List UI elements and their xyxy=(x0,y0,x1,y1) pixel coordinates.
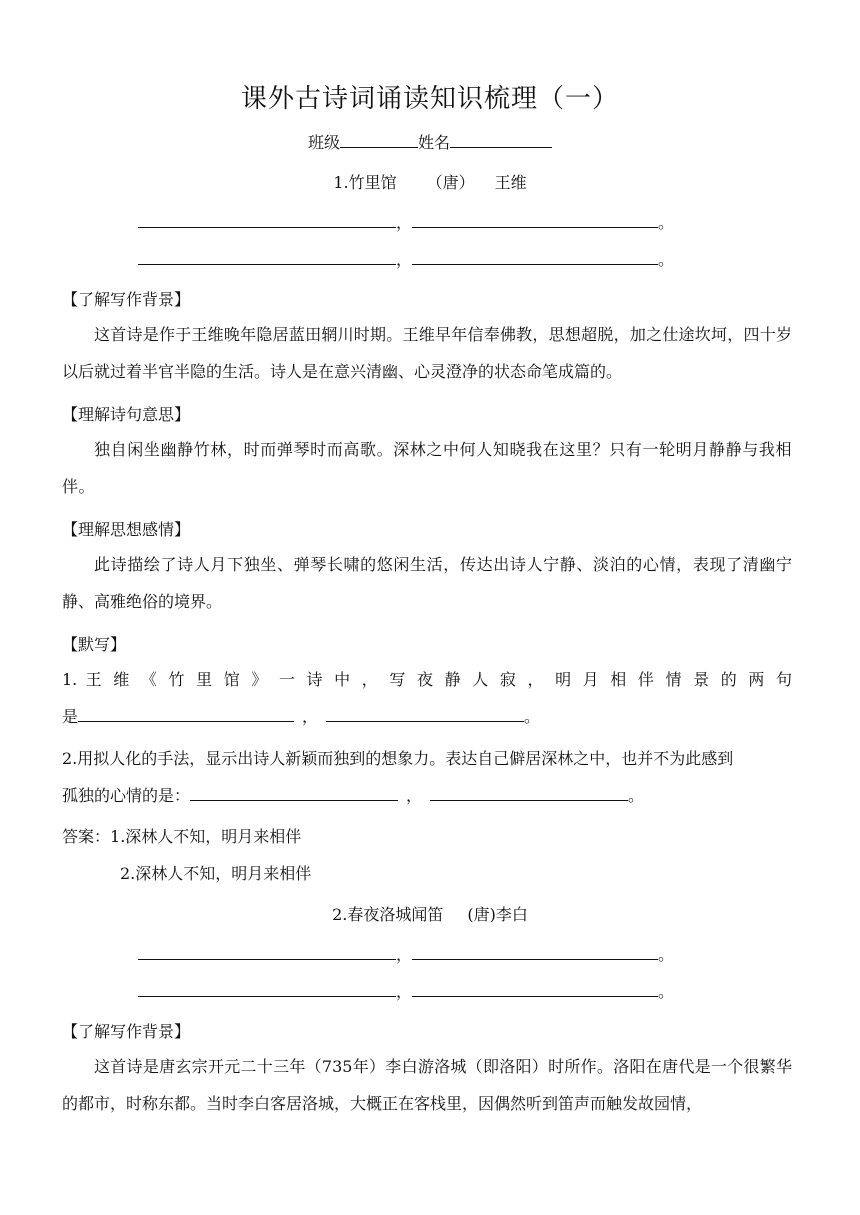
page-title: 课外古诗词诵读知识梳理（一） xyxy=(240,84,619,114)
poem1-heading xyxy=(0,170,860,193)
poem1-title: 1.竹里馆 xyxy=(333,173,397,192)
q2-blank-2[interactable] xyxy=(430,784,628,801)
class-label: 班级 xyxy=(307,133,340,152)
q2-blank-1[interactable] xyxy=(190,784,398,801)
question-2 xyxy=(62,740,792,814)
poem1-row-1 xyxy=(138,204,698,241)
question-1-line-2 xyxy=(62,698,792,735)
answer-label: 答案： xyxy=(62,827,111,846)
section-background-2: 【了解写作背景】 xyxy=(62,1022,191,1041)
class-name-line xyxy=(0,130,860,153)
poem1-row-2 xyxy=(138,241,698,278)
poem2-blank-1[interactable] xyxy=(138,945,396,960)
q1-blank-1[interactable] xyxy=(78,705,294,722)
comma: ， xyxy=(396,213,413,232)
comma: ， xyxy=(302,707,319,726)
question-1-prefix: 是 xyxy=(62,707,79,726)
background-paragraph-1: 这首诗是作于王维晚年隐居蓝田辋川时期。王维早年信奉佛教，思想超脱，加之仕途坎坷，四十岁以后就过着半官半隐的生活。诗人是在意兴清幽、心灵澄净的状态命笔成篇的。 xyxy=(62,325,792,381)
name-blank[interactable] xyxy=(450,131,552,148)
poem1-author: 王维 xyxy=(494,173,527,192)
poem1-blanks xyxy=(138,204,698,278)
background-paragraph-2: 这首诗是唐玄宗开元二十三年（735年）李白游洛城（即洛阳）时所作。洛阳在唐代是一个很繁华的都市，时称东都。当时李白客居洛城，大概正在客栈里，因偶然听到笛声而触发故园情， xyxy=(62,1057,792,1113)
class-blank[interactable] xyxy=(340,131,418,148)
period: 。 xyxy=(524,707,541,726)
emotion-paragraph: 此诗描绘了诗人月下独坐、弹琴长啸的悠闲生活，传达出诗人宁静、淡泊的心情，表现了清幽宁静、高雅绝俗的境界。 xyxy=(62,555,792,611)
section-dictation: 【默写】 xyxy=(62,635,127,654)
poem2-heading xyxy=(0,902,860,925)
section-meaning: 【理解诗句意思】 xyxy=(62,405,191,424)
comma: ， xyxy=(396,945,413,964)
poem2-title: 2.春夜洛城闻笛 xyxy=(332,905,444,924)
meaning-paragraph: 独自闲坐幽静竹林，时而弹琴时而高歌。深林之中何人知晓我在这里？只有一轮明月静静与我相伴。 xyxy=(62,440,792,496)
answer-line-1 xyxy=(62,818,792,855)
poem2-blanks xyxy=(138,936,698,1010)
question-1-line-1: 1. 王 维 《 竹 里 馆 》 一 诗 中 ， 写 夜 静 人 寂 ， 明 月 相 伴 情 景 的 两 句 xyxy=(62,670,792,689)
section-background-1: 【了解写作背景】 xyxy=(62,290,191,309)
poem2-blank-2[interactable] xyxy=(412,945,658,960)
period: 。 xyxy=(658,945,675,964)
poem1-blank-4[interactable] xyxy=(412,250,658,265)
poem1-blank-1[interactable] xyxy=(138,213,396,228)
poem2-dynasty: (唐) xyxy=(467,905,496,924)
question-2-prefix: 孤独的心情的是： xyxy=(62,786,191,805)
section-emotion: 【理解思想感情】 xyxy=(62,520,191,539)
poem2-row-2 xyxy=(138,973,698,1010)
answers xyxy=(62,818,792,892)
period: 。 xyxy=(658,213,675,232)
period: 。 xyxy=(658,982,675,1001)
q1-blank-2[interactable] xyxy=(326,705,524,722)
question-2-line-1: 2.用拟人化的手法，显示出诗人新颖而独到的想象力。表达自己僻居深林之中，也并不为此感到 xyxy=(62,749,734,768)
poem2-blank-3[interactable] xyxy=(138,982,396,997)
poem2-author: 李白 xyxy=(495,905,528,924)
poem1-blank-2[interactable] xyxy=(412,213,658,228)
period: 。 xyxy=(628,786,645,805)
comma: ， xyxy=(396,250,413,269)
comma: ， xyxy=(406,786,423,805)
answer-1: 1.深林人不知，明月来相伴 xyxy=(110,827,302,846)
poem2-blank-4[interactable] xyxy=(412,982,658,997)
period: 。 xyxy=(658,250,675,269)
poem1-dynasty: （唐） xyxy=(426,173,475,192)
comma: ， xyxy=(396,982,413,1001)
question-1 xyxy=(62,661,792,735)
poem2-row-1 xyxy=(138,936,698,973)
poem1-blank-3[interactable] xyxy=(138,250,396,265)
question-2-line-2 xyxy=(62,777,792,814)
answer-2: 2.深林人不知，明月来相伴 xyxy=(120,864,312,883)
name-label: 姓名 xyxy=(418,133,451,152)
